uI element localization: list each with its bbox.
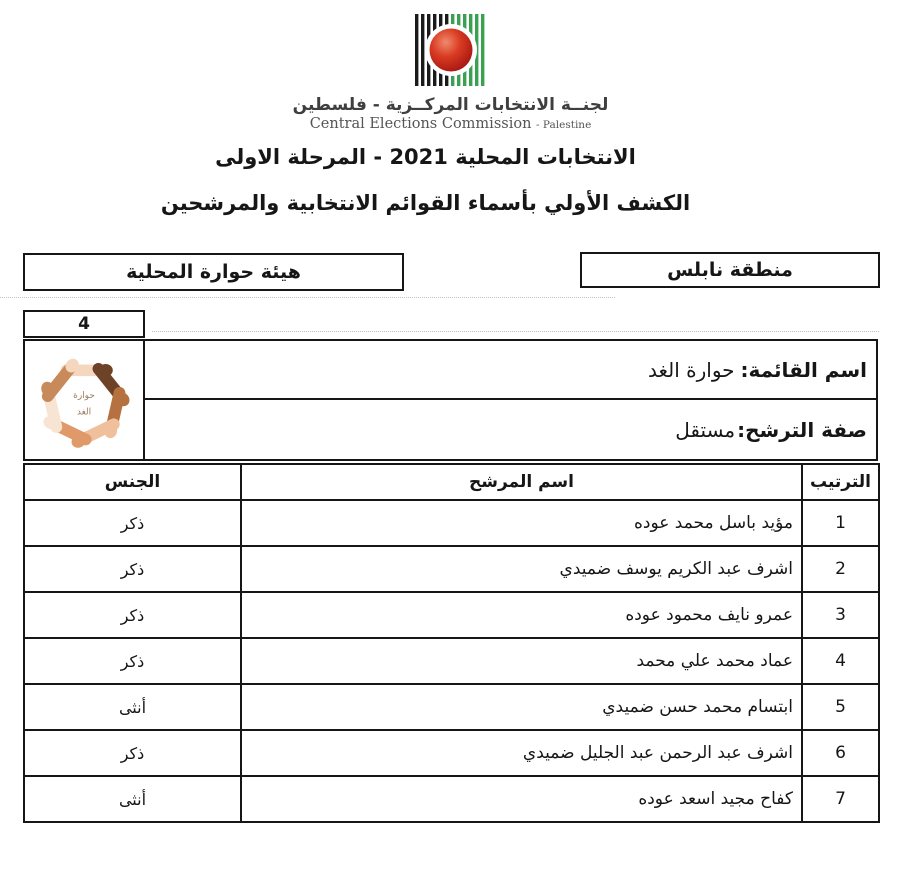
rank-cell: 1 (802, 500, 879, 546)
gender-cell: ذكر (24, 638, 241, 684)
candidate-name-cell: كفاح مجيد اسعد عوده (241, 776, 802, 822)
table-row (24, 546, 879, 592)
gender-cell: ذكر (24, 730, 241, 776)
list-name-label: اسم القائمة: (740, 357, 867, 382)
title-election-phase: الانتخابات المحلية 2021 - المرحلة الاولى (215, 145, 636, 169)
candidate-name-cell: عماد محمد علي محمد (241, 638, 802, 684)
list-logo-hands-image (30, 345, 138, 455)
locality-box: هيئة حوارة المحلية (23, 253, 404, 291)
brand-name-english-main: Central Elections Commission (309, 116, 532, 132)
candidacy-type-label: صفة الترشح: (737, 417, 867, 442)
rank-cell: 3 (802, 592, 879, 638)
table-row (24, 730, 879, 776)
candidacy-type-row (145, 400, 876, 459)
candidate-name-cell: ابتسام محمد حسن ضميدي (241, 684, 802, 730)
list-logo-text-top: حوارة (73, 391, 95, 402)
rank-cell: 5 (802, 684, 879, 730)
document-titles (0, 143, 851, 235)
candidate-name-cell: اشرف عبد الكريم يوسف ضميدي (241, 546, 802, 592)
list-info-rows (145, 341, 876, 459)
candidacy-type-value: مستقل (675, 417, 736, 442)
table-row (24, 638, 879, 684)
rank-cell: 7 (802, 776, 879, 822)
brand-name-english-suffix: - Palestine (536, 119, 592, 131)
gender-cell: أنثى (24, 684, 241, 730)
faint-divider-line (0, 297, 615, 298)
list-info-section (23, 339, 878, 461)
table-row (24, 500, 879, 546)
brand-name-arabic: لجنــة الانتخابات المركــزية - فلسطين (292, 95, 609, 115)
candidate-name-cell: مؤيد باسل محمد عوده (241, 500, 802, 546)
candidates-table (23, 463, 880, 823)
candidate-name-cell: اشرف عبد الرحمن عبد الجليل ضميدي (241, 730, 802, 776)
gender-cell: ذكر (24, 592, 241, 638)
faint-divider-line (152, 331, 879, 332)
title-list-disclosure: الكشف الأولي بأسماء القوائم الانتخابية والمرشحين (160, 191, 691, 215)
table-row (24, 684, 879, 730)
list-name-value: حوارة الغد (647, 357, 735, 382)
cec-logo-icon (414, 12, 488, 88)
rank-cell: 2 (802, 546, 879, 592)
brand-name-english (10, 116, 891, 132)
gender-cell: أنثى (24, 776, 241, 822)
list-logo-text-bottom: الغد (76, 407, 92, 418)
table-row (24, 592, 879, 638)
rank-cell: 6 (802, 730, 879, 776)
header-rank: الترتيب (802, 464, 879, 500)
candidate-name-cell: عمرو نايف محمود عوده (241, 592, 802, 638)
gender-cell: ذكر (24, 546, 241, 592)
header-gender: الجنس (24, 464, 241, 500)
list-number-box: 4 (23, 310, 145, 338)
table-header-row (24, 464, 879, 500)
table-row (24, 776, 879, 822)
header-candidate-name: اسم المرشح (241, 464, 802, 500)
list-logo-cell (25, 341, 145, 459)
list-name-row (145, 341, 876, 400)
gender-cell: ذكر (24, 500, 241, 546)
district-box: منطقة نابلس (580, 252, 880, 288)
header (10, 12, 891, 132)
rank-cell: 4 (802, 638, 879, 684)
